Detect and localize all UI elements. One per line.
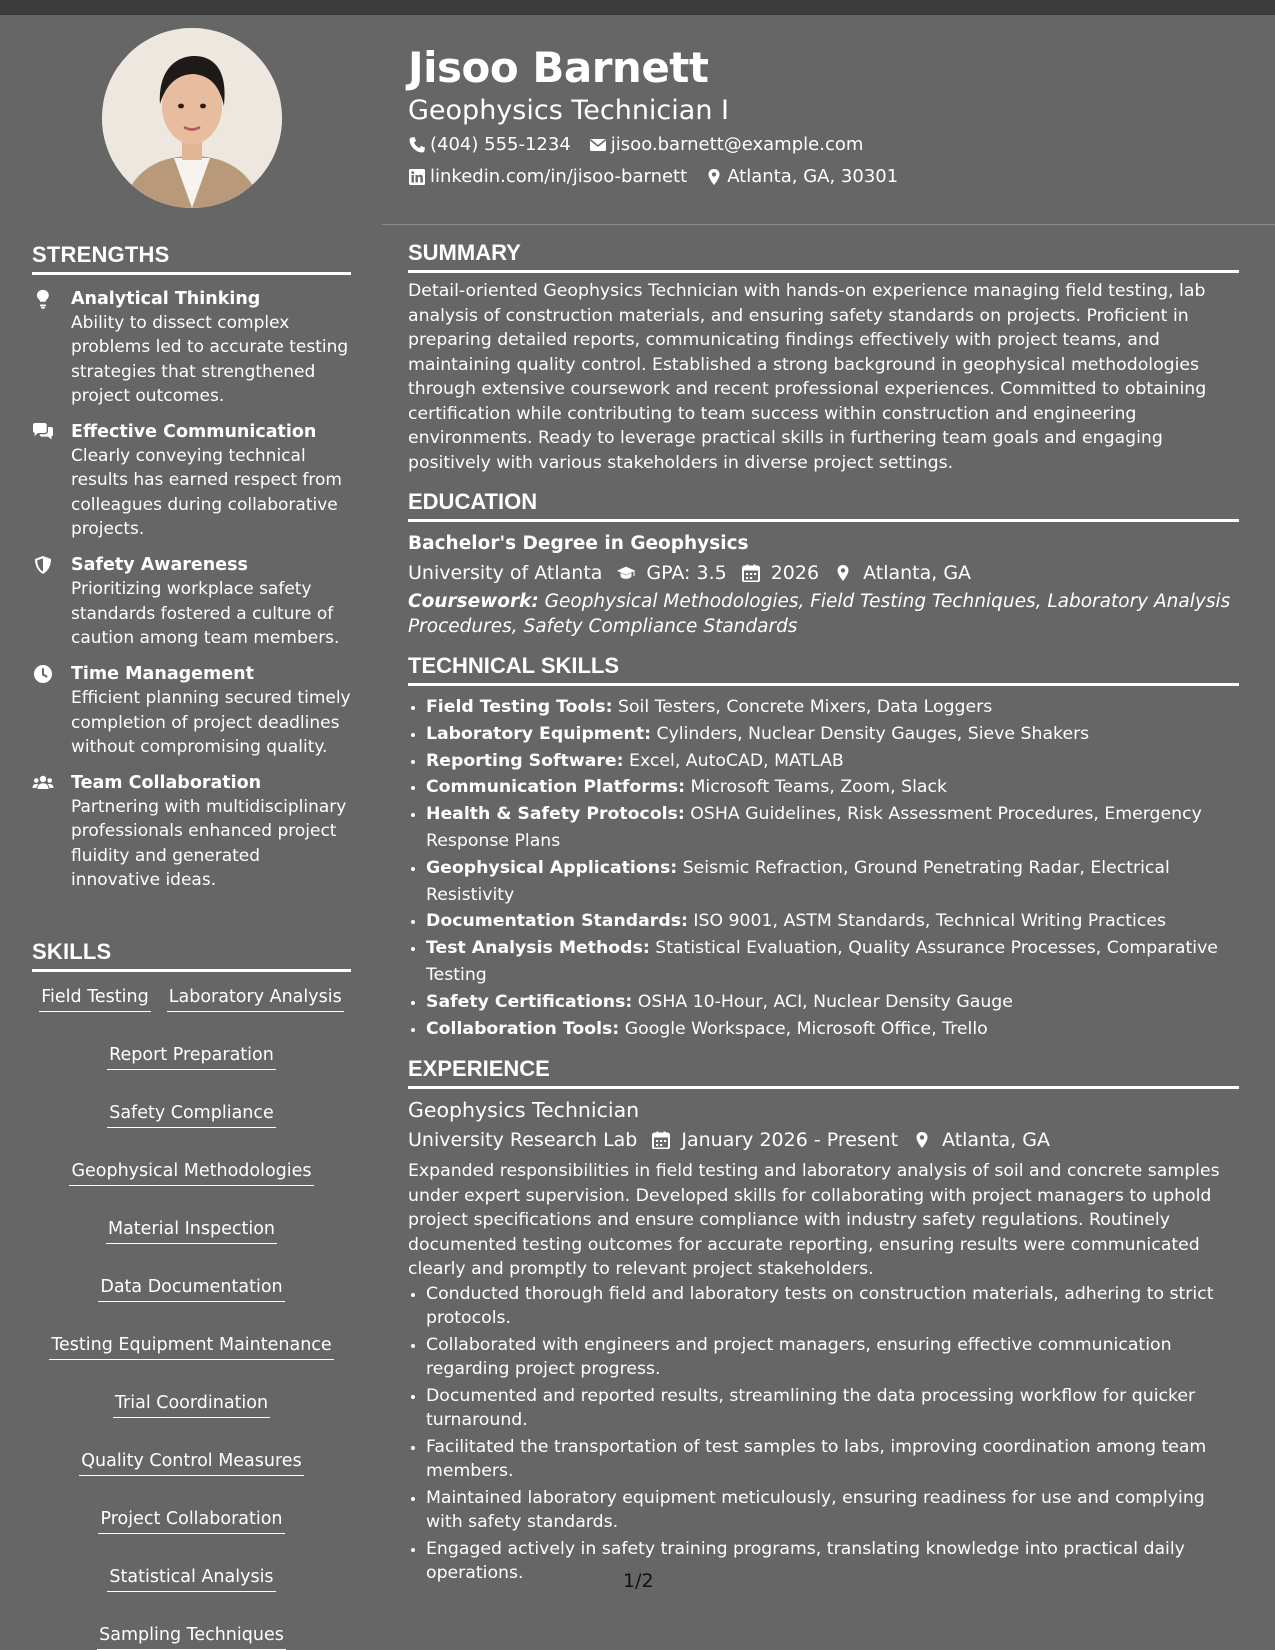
lightbulb-icon (32, 289, 54, 309)
strength-title: Safety Awareness (71, 555, 248, 576)
resume-header (408, 40, 1238, 192)
skills-heading: SKILLS (32, 939, 351, 972)
coursework-label: Coursework: (408, 591, 539, 612)
coursework (408, 590, 1239, 639)
skill-tag: Safety Compliance (107, 1100, 276, 1128)
map-pin-icon (833, 564, 853, 582)
skills-section (32, 939, 351, 1650)
email-address: jisoo.barnett@example.com (610, 134, 864, 155)
users-icon (32, 773, 54, 793)
graduation-cap-icon (616, 564, 636, 582)
linkedin-contact (408, 162, 687, 192)
list-item: • Documented and reported results, streamlining the data processing workflow for quicker turnaround. (426, 1384, 1239, 1433)
list-item (426, 855, 1239, 909)
skill-tag: Field Testing (39, 984, 150, 1012)
map-pin-icon (912, 1131, 932, 1149)
list-item (426, 1016, 1239, 1043)
envelope-icon (589, 136, 607, 154)
skill-value: OSHA 10-Hour, ACI, Nuclear Density Gauge (637, 991, 1013, 1012)
linkedin-icon (408, 168, 426, 186)
contact-row (408, 130, 1238, 160)
strength-description: Prioritizing workplace safety standards fostered a culture of caution among team members. (71, 579, 340, 648)
location-contact (705, 162, 898, 192)
skill-value: Soil Testers, Concrete Mixers, Data Loggers (618, 697, 993, 717)
skill-tag: Geophysical Methodologies (69, 1158, 313, 1186)
job-title: Geophysics Technician I (408, 95, 729, 126)
coursework-list: Geophysical Methodologies, Field Testing Techniques, Laboratory Analysis Procedures, Safety Compliance Standards (408, 591, 1231, 637)
skill-value: Statistical Evaluation, Quality Assurance Processes, Comparative Testing (426, 938, 1218, 985)
candidate-name: Jisoo Barnett (408, 43, 709, 92)
skill-tag: Report Preparation (107, 1042, 276, 1070)
calendar-icon (741, 564, 761, 582)
skill-value: OSHA Guidelines, Risk Assessment Procedures, Emergency Response Plans (426, 804, 1202, 851)
main-content (408, 240, 1239, 1588)
skill-label: Reporting Software: (426, 750, 624, 771)
strength-item (32, 553, 351, 650)
strength-title: Time Management (71, 664, 254, 685)
profile-photo (102, 28, 282, 208)
map-pin-icon (705, 168, 723, 186)
skill-tag: Project Collaboration (98, 1506, 284, 1534)
skill-tag: Laboratory Analysis (167, 984, 344, 1012)
skill-label: Documentation Standards: (426, 911, 688, 932)
graduation-year: 2026 (770, 562, 820, 584)
list-item: • Conducted thorough field and laboratory tests on construction materials, adhering to strict protocols. (426, 1282, 1239, 1331)
education-heading: EDUCATION (408, 489, 1239, 522)
strength-description: Clearly conveying technical results has earned respect from colleagues during collaborative projects. (71, 446, 342, 540)
list-item (426, 989, 1239, 1016)
strength-item (32, 287, 351, 408)
skill-tag: Quality Control Measures (79, 1448, 303, 1476)
skill-label: Test Analysis Methods: (426, 938, 650, 959)
job-description: Expanded responsibilities in field testing and laboratory analysis of soil and concrete samples under expert supervision. Developed skills for collaborating with project managers to uphold project specifications and ensure compliance with industry safety regulations. Routinely documented testing outcomes for accurate reporting, ensuring results were communicated clearly and promptly to relevant project stakeholders. (408, 1161, 1220, 1280)
skill-tag: Trial Coordination (113, 1390, 270, 1418)
company-name: University Research Lab (408, 1129, 638, 1152)
list-item (426, 721, 1239, 748)
list-item (426, 908, 1239, 935)
phone-number: (404) 555-1234 (430, 134, 571, 155)
email-contact (589, 130, 864, 160)
skill-tag: Data Documentation (98, 1274, 284, 1302)
list-item: • Collaborated with engineers and project managers, ensuring effective communication regarding project progress. (426, 1333, 1239, 1382)
avatar-illustration (102, 28, 282, 208)
skill-tag: Sampling Techniques (97, 1622, 286, 1650)
strength-item (32, 771, 351, 892)
page-number: 1/2 (623, 1570, 654, 1592)
skill-label: Geophysical Applications: (426, 857, 678, 878)
experience-bullets (408, 1282, 1239, 1586)
list-item (426, 801, 1239, 855)
calendar-icon (651, 1131, 671, 1149)
skill-value: Google Workspace, Microsoft Office, Trello (624, 1018, 988, 1039)
skill-value: Cylinders, Nuclear Density Gauges, Sieve Shakers (656, 723, 1090, 744)
skill-value: Seismic Refraction, Ground Penetrating Radar, Electrical Resistivity (426, 857, 1170, 905)
school-location: Atlanta, GA (863, 562, 972, 584)
strength-title: Analytical Thinking (71, 289, 261, 309)
list-item: • Maintained laboratory equipment meticulously, ensuring readiness for use and complying with safety standards. (426, 1486, 1239, 1535)
list-item (426, 774, 1239, 801)
list-item (426, 748, 1239, 775)
strength-title: Team Collaboration (71, 773, 262, 794)
strength-description: Partnering with multidisciplinary professionals enhanced project fluidity and generated innovative ideas. (71, 797, 347, 891)
strengths-section (32, 242, 351, 892)
skill-label: Laboratory Equipment: (426, 723, 652, 744)
skill-tags (32, 984, 351, 1650)
summary-heading: SUMMARY (408, 240, 1239, 273)
experience-meta (408, 1125, 1239, 1155)
education-meta (408, 558, 1239, 588)
technical-skills-section (408, 653, 1239, 1042)
chat-icon (32, 422, 54, 442)
phone-icon (408, 136, 426, 154)
strength-description: Ability to dissect complex problems led to accurate testing strategies that strengthened project outcomes. (71, 313, 349, 406)
list-item: • Engaged actively in safety training programs, translating knowledge into practical daily operations. (426, 1537, 1239, 1586)
strength-item (32, 662, 351, 759)
skill-tag: Statistical Analysis (107, 1564, 275, 1592)
gpa-value: GPA: 3.5 (646, 562, 727, 584)
job-location: Atlanta, GA (942, 1129, 1051, 1152)
shield-icon (32, 555, 54, 575)
degree-title: Bachelor's Degree in Geophysics (408, 533, 749, 554)
technical-skills-heading: TECHNICAL SKILLS (408, 653, 1239, 686)
strength-description: Efficient planning secured timely completion of project deadlines without compromising quality. (71, 688, 351, 757)
skill-label: Communication Platforms: (426, 777, 686, 798)
phone-contact (408, 130, 571, 160)
job-role: Geophysics Technician (408, 1098, 640, 1123)
list-item: • Facilitated the transportation of test samples to labs, improving coordination among team members. (426, 1435, 1239, 1484)
top-bar (0, 0, 1275, 15)
summary-section (408, 240, 1239, 475)
strength-item (32, 420, 351, 541)
employment-dates: January 2026 - Present (681, 1129, 899, 1152)
header-divider (382, 224, 1275, 225)
skill-label: Collaboration Tools: (426, 1018, 620, 1039)
skill-label: Health & Safety Protocols: (426, 804, 685, 825)
school-name: University of Atlanta (408, 562, 603, 584)
list-item (426, 935, 1239, 989)
list-item (426, 694, 1239, 721)
skill-label: Safety Certifications: (426, 991, 633, 1012)
summary-text: Detail-oriented Geophysics Technician with hands-on experience managing field testing, lab analysis of construction materials, and ensuring safety standards on projects. Proficient in preparing detailed reports, communicating findings effectively with project teams, and maintaining quality control. Established a strong background in geophysical methodologies through extensive coursework and recent professional experiences. Committed to obtaining certification while contributing to team success within construction and engineering environments. Ready to leverage practical skills in furthering team goals and engaging positively with various stakeholders in diverse project settings. (408, 281, 1207, 473)
strength-title: Effective Communication (71, 422, 317, 443)
location-text: Atlanta, GA, 30301 (727, 166, 899, 187)
experience-section (408, 1056, 1239, 1586)
education-section (408, 489, 1239, 639)
experience-heading: EXPERIENCE (408, 1056, 1239, 1089)
strengths-heading: STRENGTHS (32, 242, 351, 275)
linkedin-url: linkedin.com/in/jisoo-barnett (430, 166, 688, 187)
skill-tag: Material Inspection (106, 1216, 277, 1244)
technical-skills-list (408, 694, 1239, 1042)
skill-value: ISO 9001, ASTM Standards, Technical Writing Practices (693, 911, 1166, 932)
clock-icon (32, 664, 54, 684)
contact-row (408, 162, 1238, 192)
skill-value: Excel, AutoCAD, MATLAB (629, 750, 844, 771)
skill-value: Microsoft Teams, Zoom, Slack (690, 777, 947, 798)
skill-tag: Testing Equipment Maintenance (49, 1332, 333, 1360)
skill-label: Field Testing Tools: (426, 697, 613, 717)
